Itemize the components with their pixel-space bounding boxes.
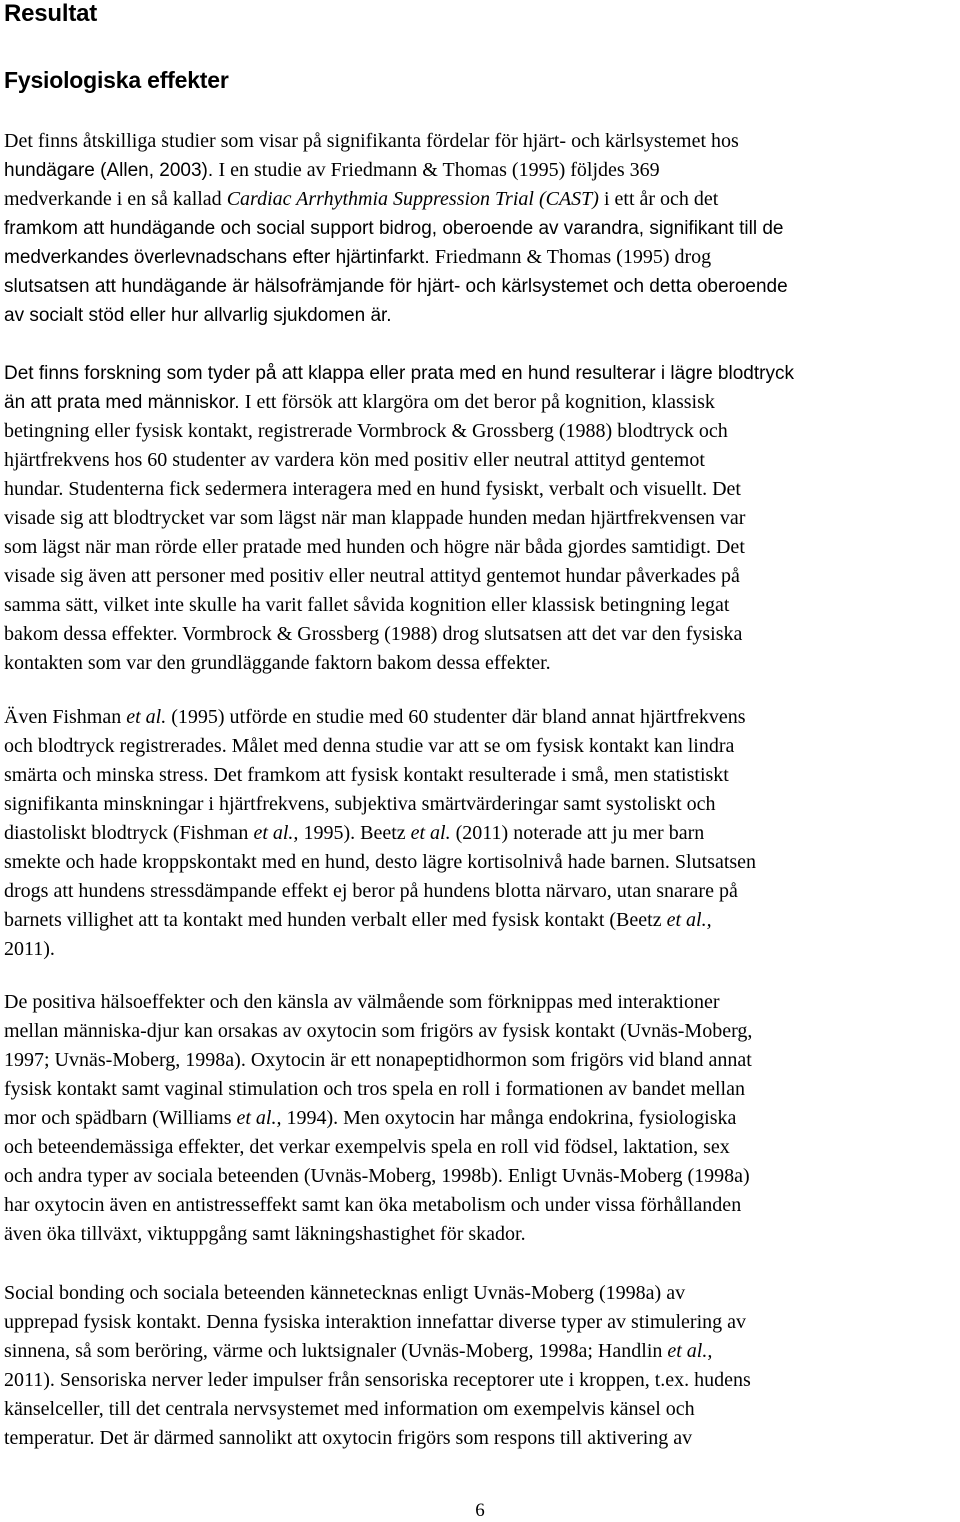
text-run: visade sig att blodtrycket var som lägst när man klappade hunden medan hjärtfrekvensen var [4, 507, 746, 529]
text-run: temperatur. Det är därmed sannolikt att oxytocin frigörs som respons till aktivering av [4, 1427, 693, 1449]
text-line [4, 1191, 960, 1220]
text-line [4, 935, 960, 964]
text-line [4, 732, 960, 761]
text-run: visade sig även att personer med positiv eller neutral attityd gentemot hundar påverkades på [4, 565, 740, 587]
text-run: hundägare (Allen, 2003). [4, 160, 219, 181]
text-line [4, 1424, 960, 1453]
text-line [4, 388, 960, 417]
text-run: drogs att hundens stressdämpande effekt ej beror på hundens blotta närvaro, utan snarare på [4, 880, 738, 902]
paragraph [4, 1279, 960, 1453]
text-run: av socialt stöd eller hur allvarlig sjukdomen är. [4, 305, 392, 326]
text-run: bakom dessa effekter. Vormbrock & Grossberg (1988) drog slutsatsen att det var den fysiska [4, 623, 743, 645]
text-line [4, 1075, 960, 1104]
text-line [4, 877, 960, 906]
text-line [4, 848, 960, 877]
text-line [4, 1308, 960, 1337]
text-run: känselceller, till det centrala nervsystemet med information om exempelvis känsel och [4, 1398, 695, 1420]
text-run: De positiva hälsoeffekter och den känsla av välmående som förknippas med interaktioner [4, 991, 720, 1013]
text-line [4, 790, 960, 819]
text-run: 2011). [4, 938, 55, 960]
italic-text-run: et al. [126, 706, 167, 728]
text-run: upprepad fysisk kontakt. Denna fysiska interaktion innefattar diverse typer av stimulering av [4, 1311, 747, 1333]
section-heading: Resultat [4, 0, 98, 27]
text-run: I en studie av Friedmann & Thomas (1995) följdes 369 [218, 159, 660, 181]
text-run: I ett försök att klargöra om det beror på kognition, klassisk [244, 391, 715, 413]
italic-text-run: et al., [253, 822, 299, 844]
text-run: 1997; Uvnäs-Moberg, 1998a). Oxytocin är ett nonapeptidhormon som frigörs vid bland annat [4, 1049, 752, 1071]
text-line [4, 359, 960, 388]
text-line [4, 156, 960, 185]
text-line [4, 562, 960, 591]
text-run: och blodtryck registrerades. Målet med denna studie var att se om fysisk kontakt kan lindra [4, 735, 735, 757]
page-number: 6 [475, 1500, 485, 1521]
text-line [4, 272, 960, 301]
text-run: signifikanta minskningar i hjärtfrekvens, subjektiva smärtvärderingar samt systoliskt och [4, 793, 716, 815]
italic-text-run: et al. [410, 822, 451, 844]
text-run: barnets villighet att ta kontakt med hunden verbalt eller med fysisk kontakt (Beetz [4, 909, 667, 931]
text-run: mor och spädbarn (Williams [4, 1107, 237, 1129]
text-line [4, 1220, 960, 1249]
text-line [4, 1337, 960, 1366]
text-line [4, 417, 960, 446]
text-line [4, 988, 960, 1017]
text-run: Det finns forskning som tyder på att klappa eller prata med en hund resulterar i lägre blodtryck [4, 363, 794, 384]
text-line [4, 1395, 960, 1424]
text-line [4, 243, 960, 272]
text-line [4, 649, 960, 678]
italic-text-run: Cardiac Arrhythmia Suppression Trial (CAST) [226, 188, 599, 210]
text-line [4, 214, 960, 243]
text-run: än att prata med människor. [4, 392, 245, 413]
text-line [4, 446, 960, 475]
paragraph [4, 359, 960, 678]
text-run: Även Fishman [4, 706, 127, 728]
text-run: i ett år och det [598, 188, 719, 210]
text-run: Det finns åtskilliga studier som visar på signifikanta fördelar för hjärt- och kärlsystemet hos [4, 130, 739, 152]
text-line [4, 1017, 960, 1046]
text-run: Friedmann & Thomas (1995) drog [434, 246, 712, 268]
text-run: 1994). Men oxytocin har många endokrina, fysiologiska [281, 1107, 737, 1129]
italic-text-run: et al., [236, 1107, 282, 1129]
text-run: diastoliskt blodtryck (Fishman [4, 822, 254, 844]
text-line [4, 906, 960, 935]
text-run: 1995). Beetz [298, 822, 411, 844]
text-run: framkom att hundägande och social support bidrog, oberoende av varandra, signifikant till de [4, 218, 784, 239]
paragraph [4, 703, 960, 964]
text-line [4, 1104, 960, 1133]
text-run: samma sätt, vilket inte skulle ha varit fallet såvida kognition eller klassisk betingning legat [4, 594, 730, 616]
text-run: smekte och hade kroppskontakt med en hund, desto lägre kortisolnivå hade barnen. Slutsatsen [4, 851, 757, 873]
text-run: sinnena, så som beröring, värme och luktsignaler (Uvnäs-Moberg, 1998a; Handlin [4, 1340, 668, 1362]
text-run: (1995) utförde en studie med 60 studenter där bland annat hjärtfrekvens [166, 706, 746, 728]
text-line [4, 1162, 960, 1191]
italic-text-run: et al., [667, 1340, 713, 1362]
text-run: Social bonding och sociala beteenden kännetecknas enligt Uvnäs-Moberg (1998a) av [4, 1282, 686, 1304]
italic-text-run: et al., [666, 909, 712, 931]
text-line [4, 703, 960, 732]
subsection-heading: Fysiologiska effekter [4, 67, 229, 93]
text-run: slutsatsen att hundägande är hälsofrämjande för hjärt- och kärlsystemet och detta oberoende [4, 276, 788, 297]
text-run: har oxytocin även en antistresseffekt samt kan öka metabolism och under vissa förhållanden [4, 1194, 742, 1216]
text-run: 2011). Sensoriska nerver leder impulser från sensoriska receptorer ute i kroppen, t.ex. hudens [4, 1369, 751, 1391]
text-run: (2011) noterade att ju mer barn [450, 822, 705, 844]
text-line [4, 620, 960, 649]
text-run: medverkandes överlevnadschans efter hjärtinfarkt. [4, 247, 435, 268]
text-run: även öka tillväxt, viktuppgång samt läkningshastighet för skador. [4, 1223, 526, 1245]
paragraph [4, 988, 960, 1249]
text-run: hundar. Studenterna fick sedermera interagera med en hund fysiskt, verbalt och visuellt. Det [4, 478, 741, 500]
text-line [4, 533, 960, 562]
paragraph [4, 127, 960, 330]
text-line [4, 301, 960, 330]
text-line [4, 591, 960, 620]
text-run: fysisk kontakt samt vaginal stimulation och tros spela en roll i formationen av bandet mellan [4, 1078, 745, 1100]
text-run: och beteendemässiga effekter, det verkar exempelvis spela en roll vid födsel, laktation, sex [4, 1136, 730, 1158]
text-line [4, 819, 960, 848]
text-run: smärta och minska stress. Det framkom att fysisk kontakt resulterade i små, men statistiskt [4, 764, 729, 786]
text-run: hjärtfrekvens hos 60 studenter av vardera kön med positiv eller neutral attityd gentemot [4, 449, 705, 471]
text-run: som lägst när man rörde eller pratade med hunden och högre när båda gjordes samtidigt. Det [4, 536, 745, 558]
text-line [4, 1046, 960, 1075]
text-line [4, 1279, 960, 1308]
text-run: mellan människa-djur kan orsakas av oxytocin som frigörs av fysisk kontakt (Uvnäs-Moberg, [4, 1020, 753, 1042]
text-line [4, 127, 960, 156]
text-line [4, 185, 960, 214]
text-line [4, 504, 960, 533]
text-line [4, 1133, 960, 1162]
text-run: betingning eller fysisk kontakt, registrerade Vormbrock & Grossberg (1988) blodtryck och [4, 420, 728, 442]
text-run: medverkande i en så kallad [4, 188, 227, 210]
text-run: kontakten som var den grundläggande faktorn bakom dessa effekter. [4, 652, 551, 674]
text-line [4, 475, 960, 504]
text-line [4, 761, 960, 790]
text-run: och andra typer av sociala beteenden (Uvnäs-Moberg, 1998b). Enligt Uvnäs-Moberg (1998a) [4, 1165, 750, 1187]
text-line [4, 1366, 960, 1395]
